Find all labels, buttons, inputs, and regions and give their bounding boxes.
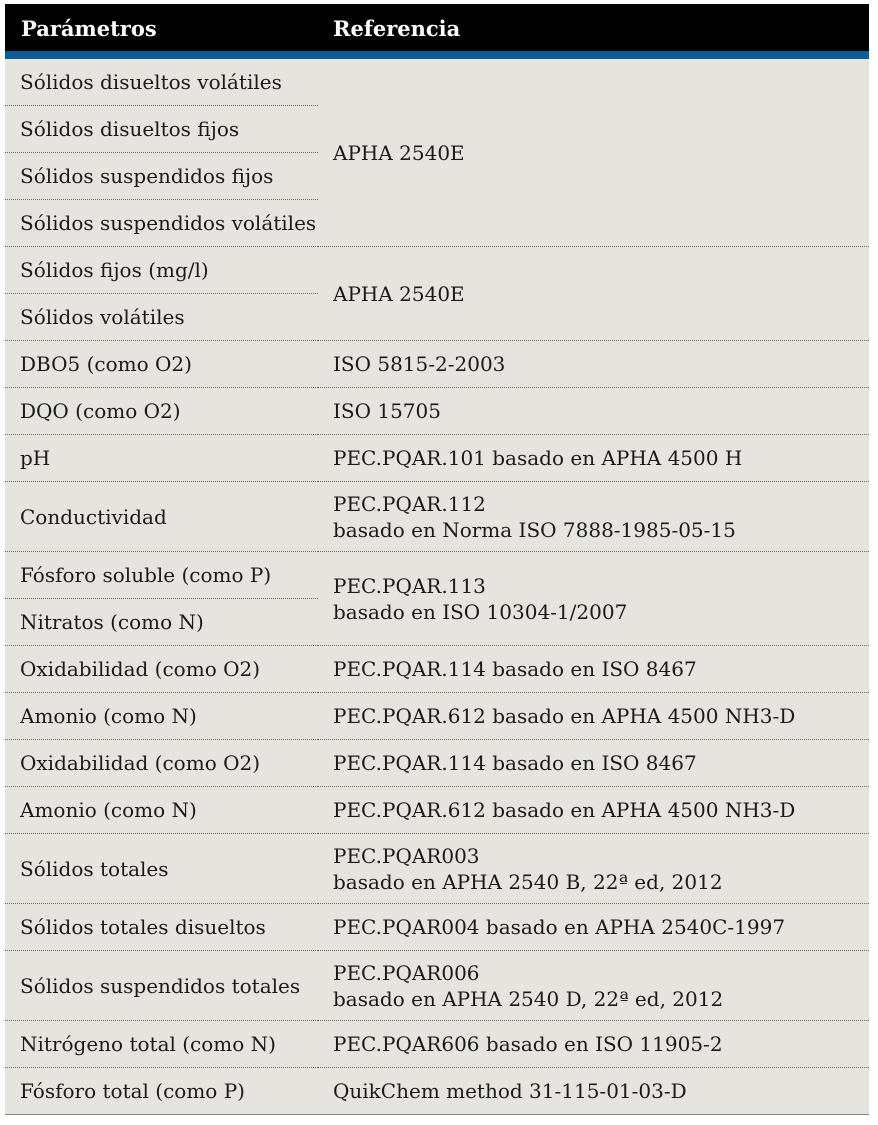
parameter-cell: Sólidos suspendidos volátiles	[5, 200, 318, 247]
reference-cell	[318, 646, 869, 693]
reference-line: PEC.PQAR606 basado en ISO 11905-2	[333, 1032, 723, 1056]
table-row	[5, 693, 869, 740]
table-row	[5, 951, 869, 1021]
reference-line: PEC.PQAR.112	[333, 491, 486, 516]
reference-line: PEC.PQAR.114 basado en ISO 8467	[333, 657, 697, 681]
parameter-cell: Sólidos totales	[5, 834, 318, 904]
parameter-cell: Amonio (como N)	[5, 787, 318, 834]
table-row	[5, 552, 869, 599]
parameter-cell: Nitratos (como N)	[5, 599, 318, 646]
parameter-cell: Oxidabilidad (como O2)	[5, 740, 318, 787]
reference-cell	[318, 247, 869, 341]
table-row	[5, 834, 869, 904]
reference-line: basado en APHA 2540 B, 22ª ed, 2012	[333, 869, 723, 894]
parameter-cell: pH	[5, 435, 318, 482]
reference-line: PEC.PQAR003	[333, 843, 480, 868]
reference-cell	[318, 435, 869, 482]
table-row	[5, 388, 869, 435]
reference-line: APHA 2540E	[333, 140, 465, 165]
reference-cell	[318, 59, 869, 247]
reference-cell	[318, 388, 869, 435]
reference-line: basado en Norma ISO 7888-1985-05-15	[333, 517, 736, 542]
reference-cell	[318, 951, 869, 1021]
table-row	[5, 341, 869, 388]
parameter-cell: Sólidos disueltos fijos	[5, 106, 318, 153]
reference-line: PEC.PQAR004 basado en APHA 2540C-1997	[333, 915, 786, 939]
table-row	[5, 646, 869, 693]
header-referencia: Referencia	[333, 16, 461, 41]
parameters-table	[5, 4, 869, 1115]
reference-line: basado en ISO 10304-1/2007	[333, 599, 628, 624]
parameter-cell: Fósforo total (como P)	[5, 1068, 318, 1115]
parameter-cell: Nitrógeno total (como N)	[5, 1021, 318, 1068]
table-row	[5, 904, 869, 951]
table-row	[5, 247, 869, 294]
parameter-cell: Sólidos suspendidos fijos	[5, 153, 318, 200]
parameter-cell: Sólidos totales disueltos	[5, 904, 318, 951]
reference-cell	[318, 693, 869, 740]
table-header	[5, 4, 869, 51]
reference-cell	[318, 482, 869, 552]
reference-cell	[318, 904, 869, 951]
parameter-cell: Amonio (como N)	[5, 693, 318, 740]
reference-line: PEC.PQAR.612 basado en APHA 4500 NH3-D	[333, 704, 796, 728]
parameter-cell: Oxidabilidad (como O2)	[5, 646, 318, 693]
reference-cell	[318, 341, 869, 388]
reference-cell	[318, 1021, 869, 1068]
header-accent-bar	[5, 51, 869, 59]
parameter-cell: Sólidos disueltos volátiles	[5, 59, 318, 106]
reference-line: ISO 15705	[333, 399, 441, 423]
parameter-cell: DBO5 (como O2)	[5, 341, 318, 388]
reference-cell	[318, 740, 869, 787]
header-parametros: Parámetros	[21, 16, 157, 41]
reference-line: ISO 5815-2-2003	[333, 352, 506, 376]
parameter-cell: Sólidos volátiles	[5, 294, 318, 341]
reference-cell	[318, 552, 869, 646]
reference-cell	[318, 834, 869, 904]
reference-line: PEC.PQAR.114 basado en ISO 8467	[333, 751, 697, 775]
reference-line: APHA 2540E	[333, 281, 465, 306]
reference-cell	[318, 1068, 869, 1115]
table-row	[5, 787, 869, 834]
table-row	[5, 482, 869, 552]
table-row	[5, 1021, 869, 1068]
reference-line: PEC.PQAR006	[333, 960, 480, 985]
reference-line: PEC.PQAR.101 basado en APHA 4500 H	[333, 446, 743, 470]
table-row	[5, 740, 869, 787]
table-row	[5, 435, 869, 482]
parameter-cell: DQO (como O2)	[5, 388, 318, 435]
reference-line: PEC.PQAR.612 basado en APHA 4500 NH3-D	[333, 798, 796, 822]
reference-line: QuikChem method 31-115-01-03-D	[333, 1079, 687, 1103]
parameter-cell: Sólidos fijos (mg/l)	[5, 247, 318, 294]
table-body	[5, 59, 869, 1115]
parameter-cell: Sólidos suspendidos totales	[5, 951, 318, 1021]
parameter-cell: Conductividad	[5, 482, 318, 552]
parameter-cell: Fósforo soluble (como P)	[5, 552, 318, 599]
reference-line: PEC.PQAR.113	[333, 573, 486, 598]
table-row	[5, 59, 869, 106]
reference-cell	[318, 787, 869, 834]
table-row	[5, 1068, 869, 1115]
reference-line: basado en APHA 2540 D, 22ª ed, 2012	[333, 986, 724, 1011]
